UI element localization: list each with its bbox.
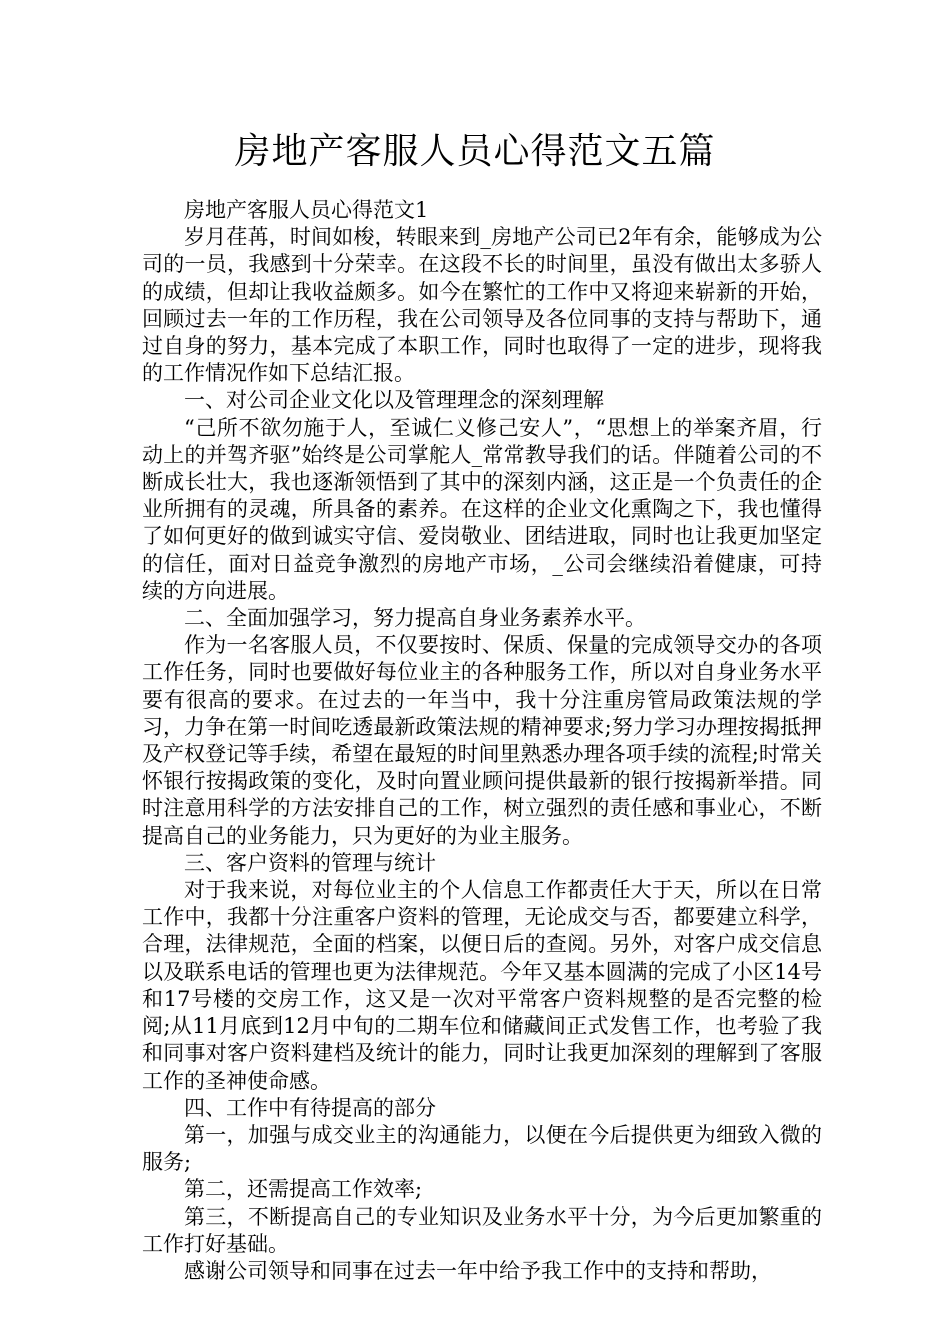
section-heading-2: 二、全面加强学习，努力提高自身业务素养水平。: [184, 606, 646, 631]
paragraph-thanks: 感谢公司领导和同事在过去一年中给予我工作中的支持和帮助，: [184, 1258, 772, 1283]
paragraph-point-3: 第三，不断提高自己的专业知识及业务水平十分，为今后更加繁重的工作打好基础。: [142, 1204, 822, 1256]
document-body: [142, 197, 822, 1285]
section-heading-1: 一、对公司企业文化以及管理理念的深刻理解: [184, 388, 604, 413]
section-heading-3: 三、客户资料的管理与统计: [184, 850, 436, 875]
paragraph-intro: 岁月荏苒，时间如梭，转眼来到_房地产公司已2年有余，能够成为公司的一员，我感到十分荣幸。在这段不长的时间里，虽没有做出太多骄人的成绩，但却让我收益颇多。如今在繁忙的工作中又将迎来崭新的开始，回顾过去一年的工作历程，我在公司领导及各位同事的支持与帮助下，通过自身的努力，基本完成了本职工作，同时也取得了一定的进步，现将我的工作情况作如下总结汇报。: [142, 225, 822, 386]
paragraph-point-2: 第二，还需提高工作效率;: [184, 1177, 423, 1202]
paragraph-records: 对于我来说，对每位业主的个人信息工作都责任大于天，所以在日常工作中，我都十分注重客户资料的管理，无论成交与否，都要建立科学，合理，法律规范，全面的档案，以便日后的查阅。另外，对客户成交信息以及联系电话的管理也更为法律规范。今年又基本圆满的完成了小区14号和17号楼的交房工作，这又是一次对平常客户资料规整的是否完整的检阅;从11月底到12月中旬的二期车位和储藏间正式发售工作，也考验了我和同事对客户资料建档及统计的能力，同时让我更加深刻的理解到了客服工作的圣神使命感。: [142, 878, 822, 1093]
paragraph-subtitle: 房地产客服人员心得范文1: [184, 198, 429, 222]
paragraph-culture: “己所不欲勿施于人，至诚仁义修己安人”，“思想上的举案齐眉，行动上的并驾齐驱”始终是公司掌舵人_常常教导我们的话。伴随着公司的不断成长壮大，我也逐渐领悟到了其中的深刻内涵，这正是一个负责任的企业所拥有的灵魂，所具备的素养。在这样的企业文化熏陶之下，我也懂得了如何更好的做到诚实守信、爱岗敬业、团结进取，同时也让我更加坚定的信任，面对日益竞争激烈的房地产市场，_公司会继续沿着健康，可持续的方向进展。: [142, 415, 822, 603]
paragraph-study: 作为一名客服人员，不仅要按时、保质、保量的完成领导交办的各项工作任务，同时也要做好每位业主的各种服务工作，所以对自身业务水平要有很高的要求。在过去的一年当中，我十分注重房管局政策法规的学习，力争在第一时间吃透最新政策法规的精神要求;努力学习办理按揭抵押及产权登记等手续，希望在最短的时间里熟悉办理各项手续的流程;时常关怀银行按揭政策的变化，及时向置业顾问提供最新的银行按揭新举措。同时注意用科学的方法安排自己的工作，树立强烈的责任感和事业心，不断提高自己的业务能力，只为更好的为业主服务。: [142, 633, 822, 848]
document-title: 房地产客服人员心得范文五篇: [234, 131, 716, 172]
paragraph-point-1: 第一，加强与成交业主的沟通能力，以便在今后提供更为细致入微的服务;: [142, 1122, 822, 1175]
section-heading-4: 四、工作中有待提高的部分: [184, 1095, 436, 1120]
